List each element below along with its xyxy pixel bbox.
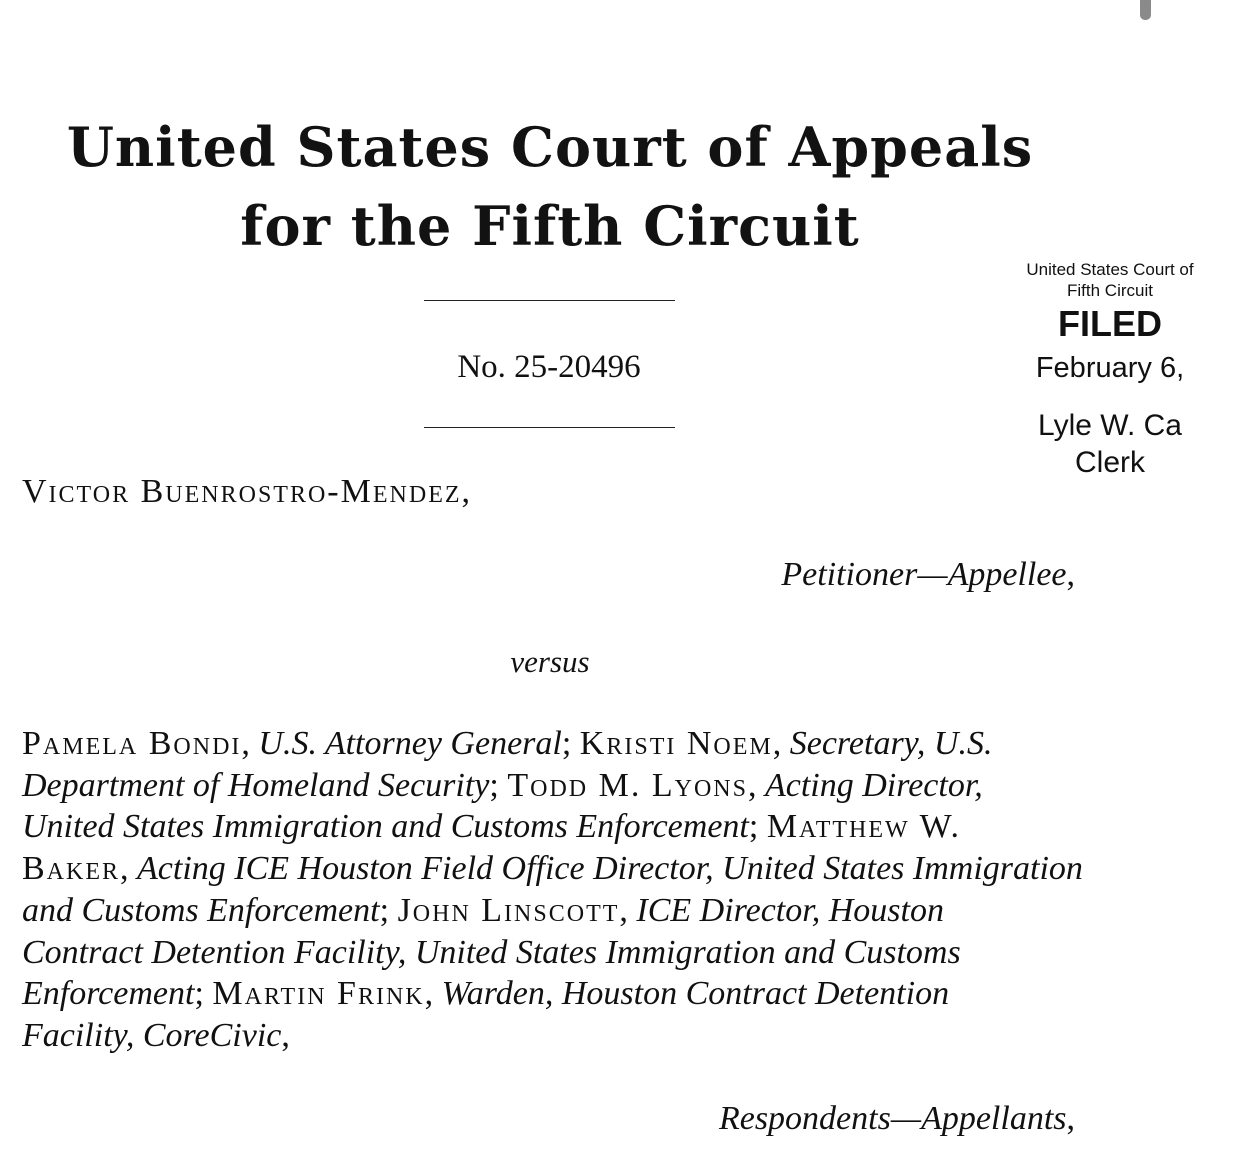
respondent-title: ICE Director, Houston xyxy=(636,891,944,929)
stamp-circuit-line: Fifth Circuit xyxy=(1067,281,1153,300)
divider-top xyxy=(424,300,675,301)
scrollbar-thumb[interactable] xyxy=(1140,0,1151,20)
versus-label: versus xyxy=(510,644,590,679)
separator: ; xyxy=(379,891,398,929)
respondents-role-dash: — xyxy=(890,1100,922,1137)
separator: , xyxy=(747,766,765,804)
stamp-filed-status: FILED xyxy=(1058,303,1162,344)
respondent-title: Enforcement xyxy=(22,975,195,1013)
divider-bottom xyxy=(424,427,675,428)
respondents-line-7 xyxy=(22,973,1102,1015)
respondent-name: Pamela Bondi xyxy=(22,725,242,762)
court-name-line-2: for the Fifth Circuit xyxy=(240,194,860,258)
stamp-clerk-title: Clerk xyxy=(1074,446,1145,479)
separator: ; xyxy=(194,975,213,1013)
respondents-list xyxy=(22,723,1102,1057)
respondent-title: Warden, Houston Contract Detention xyxy=(441,975,950,1013)
respondents-role-punct: , xyxy=(1066,1100,1075,1137)
separator: ; xyxy=(489,766,508,804)
respondent-title: Secretary, U.S. xyxy=(789,725,993,762)
respondents-role-2: Appellants xyxy=(921,1100,1067,1137)
respondent-title: and Customs Enforcement xyxy=(22,891,380,929)
separator: , xyxy=(241,725,259,762)
case-number: No. 25-20496 xyxy=(457,349,641,385)
separator: , xyxy=(120,850,138,888)
respondents-line-3 xyxy=(22,806,1102,848)
separator: ; xyxy=(561,725,580,762)
stamp-clerk-name: Lyle W. Ca xyxy=(1038,409,1182,442)
respondents-role xyxy=(719,1099,1075,1140)
petitioner-name-line xyxy=(22,472,472,513)
respondents-role-1: Respondents xyxy=(718,1100,891,1137)
stamp-filed-date: February 6, xyxy=(1035,352,1185,384)
petitioner-role-punct: , xyxy=(1066,556,1075,593)
respondent-name: Matthew W. xyxy=(766,808,962,846)
respondent-name: Todd M. Lyons xyxy=(507,766,748,804)
respondent-title: Department of Homeland Security xyxy=(22,766,490,804)
respondents-line-5 xyxy=(22,890,1102,932)
petitioner-role-2: Appellee xyxy=(947,556,1067,593)
stamp-court-line: United States Court of xyxy=(1026,260,1194,279)
petitioner-role-dash: — xyxy=(917,556,948,593)
respondents-line-4 xyxy=(22,848,1102,890)
respondent-title: Contract Detention Facility, United States Immigration and Customs xyxy=(22,933,961,971)
separator: , xyxy=(281,1016,290,1054)
respondents-line-8 xyxy=(22,1015,1102,1057)
separator: , xyxy=(424,975,442,1013)
separator: , xyxy=(619,891,637,929)
respondent-name: Martin Frink xyxy=(212,975,425,1013)
respondent-title: U.S. Attorney General xyxy=(258,725,562,762)
respondent-title: Acting ICE Houston Field Office Director, United States Immigration xyxy=(137,850,1083,888)
petitioner-role-1: Petitioner xyxy=(781,556,918,593)
petitioner-name: Victor Buenrostro-Mendez xyxy=(22,473,462,510)
respondents-line-6 xyxy=(22,932,1102,974)
respondent-title: Facility, CoreCivic xyxy=(22,1016,282,1054)
respondent-name: Kristi Noem xyxy=(579,725,773,762)
separator: , xyxy=(772,725,790,762)
respondent-name: John Linscott xyxy=(397,891,620,929)
respondent-title: United States Immigration and Customs Enforcement xyxy=(22,808,749,846)
respondents-line-1 xyxy=(22,723,1102,765)
petitioner-role xyxy=(781,555,1075,596)
respondent-name: Baker xyxy=(22,850,121,888)
petitioner-name-punct: , xyxy=(461,473,473,510)
court-name-line-1: United States Court of Appeals xyxy=(66,115,1034,179)
respondents-line-2 xyxy=(22,765,1102,807)
separator: ; xyxy=(748,808,767,846)
respondent-title: Acting Director, xyxy=(764,766,983,804)
